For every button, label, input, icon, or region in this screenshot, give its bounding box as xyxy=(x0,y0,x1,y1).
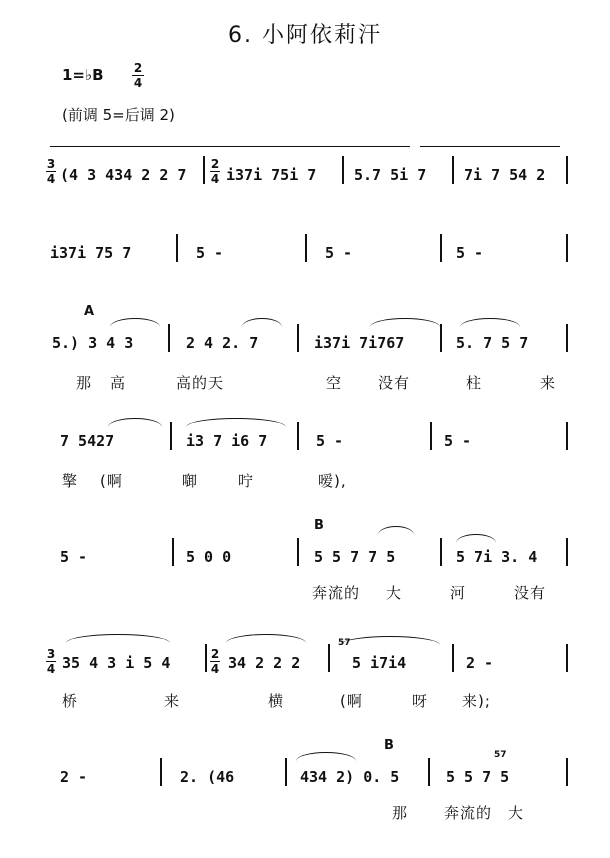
row1-m2-time-signature xyxy=(210,158,220,185)
slur xyxy=(370,318,440,327)
lyric: (啊 xyxy=(100,472,123,490)
row6-time-signature xyxy=(46,648,56,675)
row4-measure3: 5 - xyxy=(316,432,344,450)
phrase-slur xyxy=(50,146,410,147)
row5-measure1: 5 - xyxy=(60,548,88,566)
slur xyxy=(242,318,282,327)
row7-measure1: 2 - xyxy=(60,768,88,786)
row3-measure2: 2 4 2. 7 xyxy=(186,334,259,352)
time-signature xyxy=(132,62,144,89)
row3-measure4: 5. 7 5 7 xyxy=(456,334,529,352)
row6-ts-num: 3 xyxy=(46,647,56,661)
barline xyxy=(160,758,162,786)
section-marker-a: A xyxy=(84,304,95,319)
row3-measure1: 5.) 3 4 3 xyxy=(52,334,134,352)
slur xyxy=(340,636,440,645)
barline xyxy=(452,644,454,672)
lyric: 高的天 xyxy=(176,374,225,392)
lyric: 大 xyxy=(386,584,403,602)
slur xyxy=(226,634,306,643)
lyric: 奔流的 xyxy=(312,584,361,602)
barline xyxy=(440,538,442,566)
barline xyxy=(428,758,430,786)
barline xyxy=(305,234,307,262)
barline xyxy=(566,758,568,786)
barline xyxy=(440,234,442,262)
barline xyxy=(168,324,170,352)
row1-measure2: i37i 75i 7 xyxy=(226,166,317,184)
barline xyxy=(297,422,299,450)
lyric: 奔流的 xyxy=(444,804,493,822)
slur xyxy=(378,526,414,535)
grace-note: 57 xyxy=(338,638,351,648)
lyric: 横 xyxy=(268,692,285,710)
lyric: 桥 xyxy=(62,692,79,710)
barline xyxy=(566,234,568,262)
slur xyxy=(66,634,170,643)
barline xyxy=(342,156,344,184)
row1-m2-ts-den: 4 xyxy=(210,172,220,186)
modulation-note: (前调 5=后调 2) xyxy=(62,106,175,124)
barline xyxy=(566,156,568,184)
row6-ts-den: 4 xyxy=(46,662,56,676)
barline xyxy=(566,422,568,450)
barline xyxy=(566,538,568,566)
barline xyxy=(566,324,568,352)
lyric: 呀 xyxy=(412,692,429,710)
key-signature: 1=♭B xyxy=(62,66,104,84)
lyric: 大 xyxy=(508,804,525,822)
phrase-slur xyxy=(420,146,560,147)
row6-measure4: 2 - xyxy=(466,654,494,672)
lyric: 没有 xyxy=(378,374,411,392)
song-title: 6. 小阿依莉汗 xyxy=(228,23,382,48)
barline xyxy=(285,758,287,786)
lyric: 河 xyxy=(450,584,467,602)
lyric: 啣 xyxy=(182,472,199,490)
slur xyxy=(186,418,286,427)
barline xyxy=(203,156,205,184)
barline xyxy=(566,644,568,672)
lyric: 没有 xyxy=(514,584,547,602)
row1-measure4: 7i 7 54 2 xyxy=(464,166,546,184)
row6-m2-ts-den: 4 xyxy=(210,662,220,676)
barline xyxy=(176,234,178,262)
row6-measure1: 35 4 3 i 5 4 xyxy=(62,654,171,672)
row7-measure3: 434 2) 0. 5 xyxy=(300,768,400,786)
barline xyxy=(297,324,299,352)
row7-measure4: 5 5 7 5 xyxy=(446,768,510,786)
row6-measure3: 5 i7i4 xyxy=(352,654,407,672)
slur xyxy=(110,318,160,327)
row5-measure2: 5 0 0 xyxy=(186,548,232,566)
row6-m2-ts-num: 2 xyxy=(210,647,220,661)
row1-measure3: 5.7 5i 7 xyxy=(354,166,427,184)
row1-measure1: (4 3 434 2 2 7 xyxy=(60,166,187,184)
row6-measure2: 34 2 2 2 xyxy=(228,654,301,672)
row7-measure2: 2. (46 xyxy=(180,768,235,786)
lyric: (啊 xyxy=(340,692,363,710)
row6-m2-time-signature xyxy=(210,648,220,675)
row2-measure3: 5 - xyxy=(325,244,353,262)
row1-ts-den: 4 xyxy=(46,172,56,186)
lyric: 擎 xyxy=(62,472,79,490)
lyric: 嗳), xyxy=(318,472,347,490)
time-signature-denominator: 4 xyxy=(133,76,143,90)
slur xyxy=(456,534,496,543)
row2-measure1: i37i 75 7 xyxy=(50,244,132,262)
lyric: 咛 xyxy=(238,472,255,490)
barline xyxy=(440,324,442,352)
lyric: 空 xyxy=(326,374,343,392)
row1-m2-ts-num: 2 xyxy=(210,157,220,171)
slur xyxy=(108,418,162,427)
barline xyxy=(170,422,172,450)
lyric: 来 xyxy=(540,374,557,392)
lyric: 高 xyxy=(110,374,127,392)
grace-note: 57 xyxy=(494,750,507,760)
slur xyxy=(296,752,356,761)
slur xyxy=(460,318,520,327)
lyric: 那 xyxy=(76,374,93,392)
lyric: 柱 xyxy=(466,374,483,392)
time-signature-numerator: 2 xyxy=(133,61,143,75)
lyric: 那 xyxy=(392,804,409,822)
lyric: 来 xyxy=(164,692,181,710)
barline xyxy=(172,538,174,566)
barline xyxy=(430,422,432,450)
section-marker-b: B xyxy=(314,518,324,533)
row2-measure2: 5 - xyxy=(196,244,224,262)
row5-measure4: 5 7i 3. 4 xyxy=(456,548,538,566)
row1-time-signature xyxy=(46,158,56,185)
row4-measure2: i3 7 i6 7 xyxy=(186,432,268,450)
barline xyxy=(328,644,330,672)
row4-measure4: 5 - xyxy=(444,432,472,450)
row2-measure4: 5 - xyxy=(456,244,484,262)
row1-ts-num: 3 xyxy=(46,157,56,171)
lyric: 来); xyxy=(462,692,491,710)
barline xyxy=(452,156,454,184)
barline xyxy=(297,538,299,566)
row4-measure1: 7 5427 xyxy=(60,432,115,450)
row3-measure3: i37i 7i767 xyxy=(314,334,405,352)
barline xyxy=(205,644,207,672)
row5-measure3: 5 5 7 7 5 xyxy=(314,548,396,566)
section-marker-b-2: B xyxy=(384,738,394,753)
